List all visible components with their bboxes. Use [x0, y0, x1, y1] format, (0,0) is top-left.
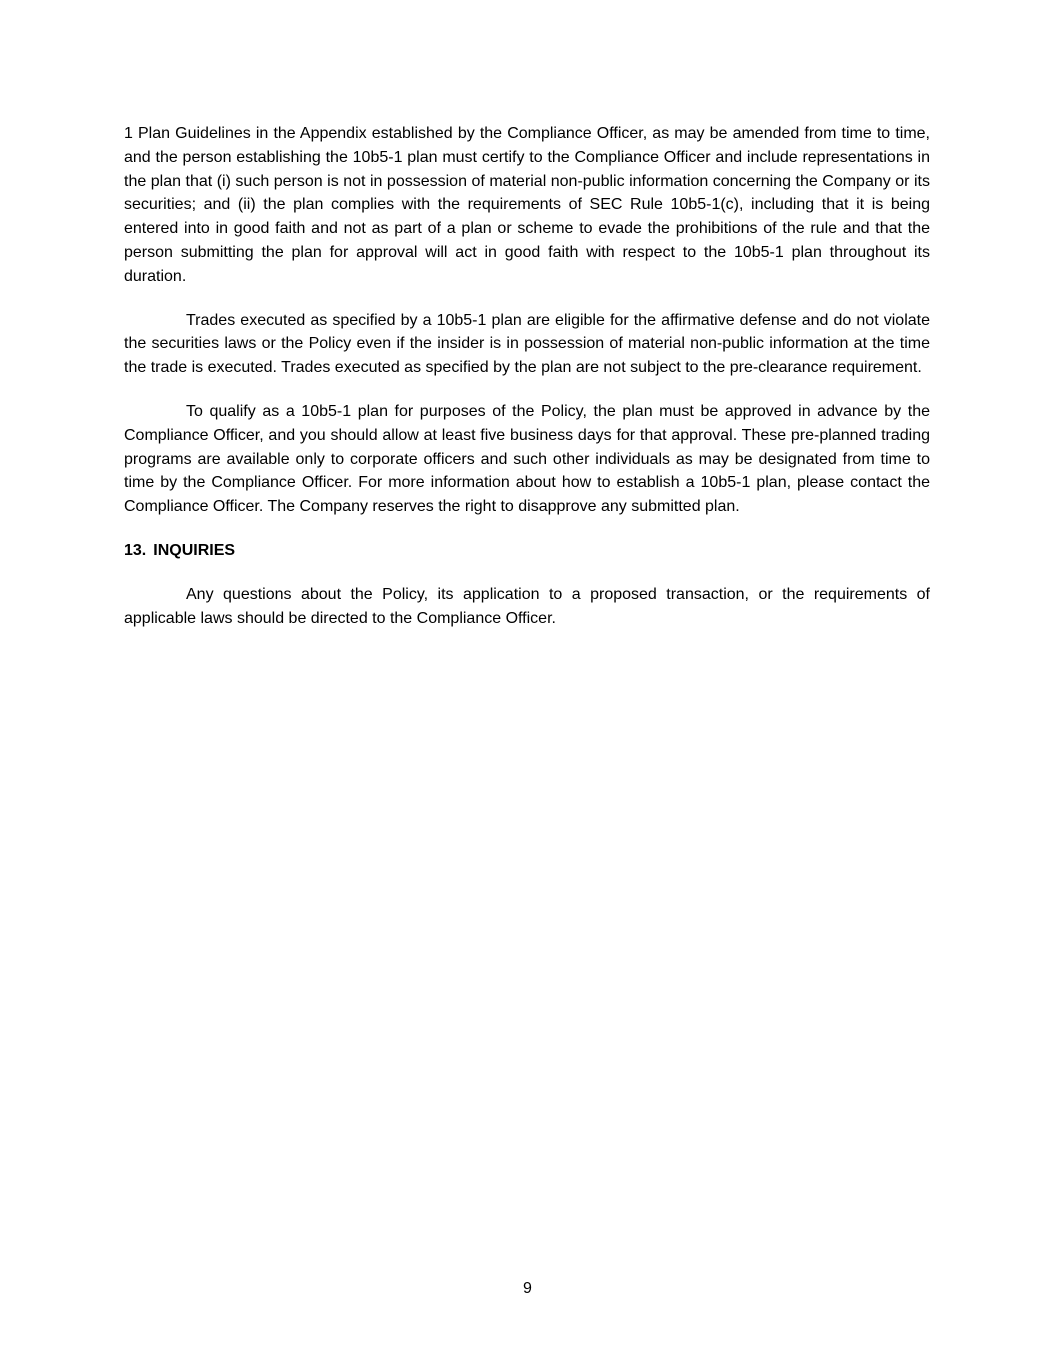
page-number: 9 [523, 1280, 532, 1297]
paragraph-plan-guidelines: 1 Plan Guidelines in the Appendix established by the Compliance Officer, as may be amended from time to time, and the person establishing the 10b5-1 plan must certify to the Compliance Officer and include representations in the plan that (i) such person is not in possession of material non-public information concerning the Company or its securities; and (ii) the plan complies with the requirements of SEC Rule 10b5-1(c), including that it is being entered into in good faith and not as part of a plan or scheme to evade the prohibitions of the rule and that the person submitting the plan for approval will act in good faith with respect to the 10b5-1 plan throughout its duration. [124, 125, 930, 285]
section-title: INQUIRIES [153, 541, 236, 559]
paragraph-qualify-10b5-1: To qualify as a 10b5-1 plan for purposes of the Policy, the plan must be approved in advance by the Compliance Officer, and you should allow at least five business days for that approval. These pre-planned trading programs are available only to corporate officers and such other individuals as may be designated from time to time by the Compliance Officer. For more information about how to establish a 10b5-1 plan, please contact the Compliance Officer. The Company reserves the right to disapprove any submitted plan. [124, 402, 930, 516]
section-number: 13. [124, 541, 147, 559]
paragraph-trades-executed: Trades executed as specified by a 10b5-1 plan are eligible for the affirmative defense and do not violate the securities laws or the Policy even if the insider is in possession of material non-public information at the time the trade is executed. Trades executed as specified by the plan are not subject to the pre-clearance requirement. [124, 311, 930, 377]
page-content [124, 122, 930, 630]
section-heading-inquiries [124, 539, 930, 563]
paragraph-inquiries: Any questions about the Policy, its application to a proposed transaction, or the requirements of applicable laws should be directed to the Compliance Officer. [124, 585, 930, 627]
